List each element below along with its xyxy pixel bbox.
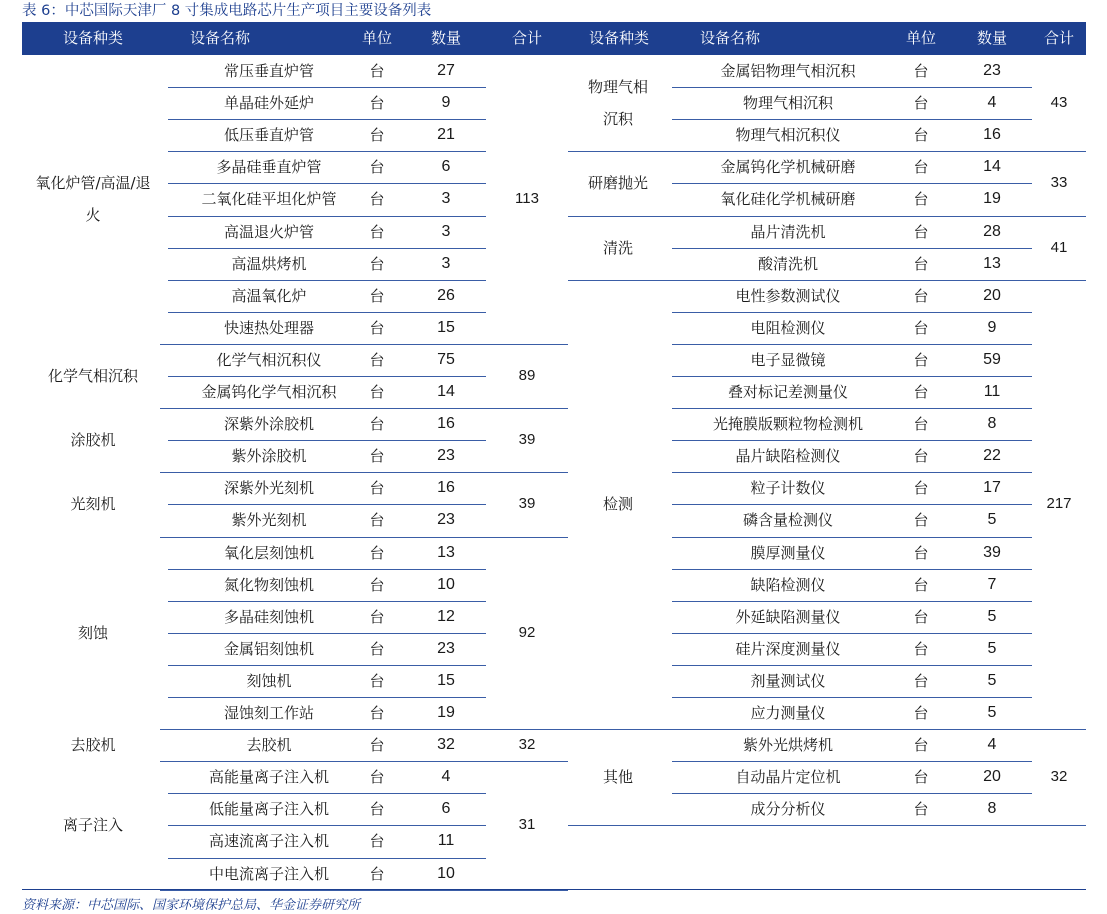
category-label: 清洗 [602, 238, 633, 257]
unit: 台 [369, 383, 385, 401]
quantity: 21 [437, 126, 455, 144]
unit: 台 [913, 383, 929, 401]
quantity: 75 [437, 350, 455, 368]
unit: 台 [369, 639, 385, 658]
equipment-name: 单晶硅外延炉 [223, 94, 314, 113]
unit: 台 [369, 736, 385, 755]
unit: 台 [369, 350, 385, 369]
unit: 台 [369, 447, 385, 466]
quantity: 5 [987, 639, 997, 657]
equipment-name: 晶片清洗机 [750, 222, 826, 241]
equipment-name: 湿蚀刻工作站 [223, 704, 314, 722]
quantity: 59 [983, 350, 1001, 368]
quantity: 5 [987, 511, 997, 529]
group-total: 41 [1050, 238, 1068, 256]
equipment-name: 氧化硅化学机械研磨 [720, 190, 856, 209]
unit: 台 [369, 607, 385, 626]
group-total: 43 [1050, 94, 1068, 112]
group-total: 113 [515, 190, 539, 208]
header-name-right: 设备名称 [699, 29, 760, 47]
equipment-name: 电阻检测仪 [750, 318, 826, 337]
quantity: 5 [987, 704, 997, 721]
category-label: 氧化炉管/高温/退火 [35, 174, 151, 225]
unit: 台 [369, 415, 385, 434]
unit: 台 [913, 190, 929, 209]
unit: 台 [913, 415, 929, 434]
unit: 台 [369, 254, 385, 273]
row-divider [568, 825, 1086, 826]
quantity: 3 [441, 190, 451, 208]
quantity: 27 [437, 62, 455, 79]
unit: 台 [369, 158, 385, 177]
equipment-name: 金属钨化学气相沉积 [201, 383, 337, 401]
header-category-right: 设备种类 [588, 29, 649, 47]
quantity: 32 [437, 736, 455, 754]
unit: 台 [369, 222, 385, 241]
quantity: 3 [441, 222, 451, 240]
quantity: 15 [437, 318, 455, 336]
category-label: 物理气相沉积 [587, 78, 648, 129]
unit: 台 [369, 286, 385, 305]
unit: 台 [913, 318, 929, 337]
equipment-name: 中电流离子注入机 [208, 864, 329, 883]
group-total: 217 [1046, 495, 1072, 513]
header-total: 合计 [511, 29, 542, 47]
group-total: 32 [518, 736, 536, 754]
quantity: 5 [987, 607, 997, 625]
unit: 台 [369, 543, 385, 562]
unit: 台 [913, 704, 929, 722]
quantity: 26 [437, 286, 455, 304]
header-unit: 单位 [361, 29, 392, 47]
unit: 台 [913, 800, 929, 819]
equipment-name: 化学气相沉积仪 [216, 350, 322, 369]
quantity: 11 [983, 383, 1001, 400]
quantity: 20 [983, 286, 1001, 304]
category-label: 光刻机 [70, 495, 116, 514]
quantity: 19 [437, 704, 455, 721]
equipment-name: 氧化层刻蚀机 [223, 543, 314, 562]
unit: 台 [913, 447, 929, 466]
quantity: 11 [437, 832, 455, 850]
source-note: 资料来源：中芯国际、国家环境保护总局、华金证券研究所 [22, 898, 361, 913]
equipment-name: 剂量测试仪 [750, 671, 826, 690]
group-total: 39 [518, 431, 536, 449]
equipment-name: 低能量离子注入机 [208, 800, 329, 819]
category-label: 研磨抛光 [587, 174, 648, 193]
quantity: 9 [987, 318, 997, 336]
equipment-name: 高能量离子注入机 [208, 768, 329, 787]
equipment-name: 光掩膜版颗粒物检测机 [712, 415, 863, 434]
unit: 台 [369, 94, 385, 113]
quantity: 10 [437, 864, 455, 882]
equipment-name: 磷含量检测仪 [742, 511, 833, 530]
group-total: 32 [1050, 768, 1068, 786]
header-qty: 数量 [430, 29, 461, 47]
table-body [22, 55, 1086, 889]
quantity: 6 [441, 800, 451, 818]
quantity: 17 [983, 479, 1001, 497]
quantity: 13 [983, 254, 1001, 272]
equipment-name: 多晶硅垂直炉管 [216, 158, 322, 177]
equipment-name: 物理气相沉积仪 [735, 126, 841, 145]
equipment-name: 叠对标记差测量仪 [727, 383, 848, 401]
unit: 台 [369, 479, 385, 498]
quantity: 13 [437, 543, 455, 561]
table-title: 表 6：中芯国际天津厂 8 寸集成电路芯片生产项目主要设备列表 [22, 3, 432, 19]
equipment-name: 应力测量仪 [750, 704, 826, 722]
group-total: 89 [518, 366, 536, 384]
unit: 台 [913, 222, 929, 241]
quantity: 28 [983, 222, 1001, 240]
category-label: 其他 [602, 768, 633, 787]
unit: 台 [369, 575, 385, 594]
equipment-name: 电子显微镜 [750, 350, 826, 369]
equipment-name: 刻蚀机 [246, 671, 292, 690]
unit: 台 [913, 607, 929, 626]
unit: 台 [369, 318, 385, 337]
category-label: 离子注入 [62, 816, 123, 835]
unit: 台 [913, 126, 929, 145]
quantity: 14 [437, 383, 455, 400]
quantity: 8 [987, 415, 997, 433]
quantity: 16 [437, 479, 455, 497]
quantity: 39 [983, 543, 1001, 561]
header-name: 设备名称 [189, 29, 250, 47]
unit: 台 [913, 94, 929, 113]
unit: 台 [913, 350, 929, 369]
quantity: 4 [987, 94, 997, 112]
equipment-name: 常压垂直炉管 [223, 62, 314, 80]
quantity: 20 [983, 768, 1001, 786]
equipment-name: 缺陷检测仪 [750, 575, 826, 594]
group-total: 33 [1050, 174, 1068, 192]
equipment-name: 金属铝刻蚀机 [223, 639, 314, 658]
unit: 台 [913, 543, 929, 562]
equipment-name: 物理气相沉积 [742, 94, 833, 113]
unit: 台 [913, 768, 929, 787]
header-qty-right: 数量 [976, 29, 1007, 47]
unit: 台 [913, 511, 929, 530]
unit: 台 [913, 671, 929, 690]
equipment-name: 高温退火炉管 [223, 222, 314, 241]
equipment-name: 金属钨化学机械研磨 [720, 158, 856, 177]
unit: 台 [369, 190, 385, 209]
equipment-name: 氮化物刻蚀机 [223, 575, 314, 594]
quantity: 16 [983, 126, 1001, 144]
equipment-name: 高速流离子注入机 [208, 832, 329, 851]
equipment-name: 快速热处理器 [223, 318, 314, 337]
unit: 台 [913, 286, 929, 305]
category-label: 去胶机 [70, 736, 116, 755]
unit: 台 [913, 575, 929, 594]
quantity: 5 [987, 671, 997, 689]
category-label: 化学气相沉积 [47, 366, 138, 385]
unit: 台 [913, 62, 929, 80]
quantity: 15 [437, 671, 455, 689]
equipment-name: 高温烘烤机 [231, 254, 307, 273]
equipment-name: 高温氧化炉 [231, 286, 307, 305]
equipment-name: 二氧化硅平坦化炉管 [201, 190, 337, 209]
unit: 台 [369, 671, 385, 690]
quantity: 12 [437, 607, 455, 625]
equipment-name: 金属铝物理气相沉积 [720, 62, 856, 80]
quantity: 4 [441, 768, 451, 786]
quantity: 19 [983, 190, 1001, 208]
unit: 台 [369, 511, 385, 530]
group-total: 39 [518, 495, 536, 513]
quantity: 23 [437, 511, 455, 529]
quantity: 23 [437, 639, 455, 657]
category-label: 检测 [602, 495, 633, 514]
unit: 台 [369, 62, 385, 80]
equipment-name: 晶片缺陷检测仪 [735, 447, 841, 466]
category-label: 涂胶机 [70, 431, 116, 450]
quantity: 3 [441, 254, 451, 272]
header-total-right: 合计 [1043, 29, 1074, 47]
table-bottom-rule [22, 889, 1086, 890]
equipment-name: 硅片深度测量仪 [735, 639, 841, 658]
equipment-name: 低压垂直炉管 [223, 126, 314, 145]
equipment-name: 自动晶片定位机 [735, 768, 841, 787]
equipment-name: 粒子计数仪 [750, 479, 826, 498]
table-header [22, 22, 1086, 55]
unit: 台 [369, 768, 385, 787]
quantity: 14 [983, 158, 1001, 176]
unit: 台 [913, 639, 929, 658]
equipment-name: 去胶机 [246, 736, 292, 755]
unit: 台 [369, 704, 385, 722]
equipment-name: 膜厚测量仪 [750, 543, 826, 562]
quantity: 10 [437, 575, 455, 593]
equipment-name: 酸清洗机 [757, 254, 818, 273]
quantity: 6 [441, 158, 451, 176]
category-label: 刻蚀 [77, 623, 108, 642]
quantity: 4 [987, 736, 997, 754]
quantity: 23 [983, 62, 1001, 79]
header-unit-right: 单位 [905, 29, 936, 47]
group-total: 92 [518, 623, 536, 641]
unit: 台 [369, 126, 385, 145]
row-divider [160, 890, 568, 891]
equipment-name: 外延缺陷测量仪 [735, 607, 841, 626]
unit: 台 [913, 158, 929, 177]
header-category: 设备种类 [62, 29, 123, 47]
unit: 台 [913, 736, 929, 755]
unit: 台 [369, 832, 385, 851]
quantity: 9 [441, 94, 451, 112]
equipment-name: 深紫外涂胶机 [223, 415, 314, 434]
unit: 台 [913, 479, 929, 498]
unit: 台 [913, 254, 929, 273]
equipment-name: 多晶硅刻蚀机 [223, 607, 314, 626]
quantity: 22 [983, 447, 1001, 465]
equipment-name: 深紫外光刻机 [223, 479, 314, 498]
unit: 台 [369, 864, 385, 883]
quantity: 23 [437, 447, 455, 465]
quantity: 7 [987, 575, 997, 593]
quantity: 16 [437, 415, 455, 433]
equipment-name: 成分分析仪 [750, 800, 826, 819]
group-total: 31 [518, 816, 536, 834]
equipment-name: 紫外光刻机 [231, 511, 307, 530]
unit: 台 [369, 800, 385, 819]
equipment-name: 紫外光烘烤机 [742, 736, 833, 755]
equipment-name: 电性参数测试仪 [735, 286, 841, 305]
equipment-name: 紫外涂胶机 [231, 447, 307, 466]
quantity: 8 [987, 800, 997, 818]
